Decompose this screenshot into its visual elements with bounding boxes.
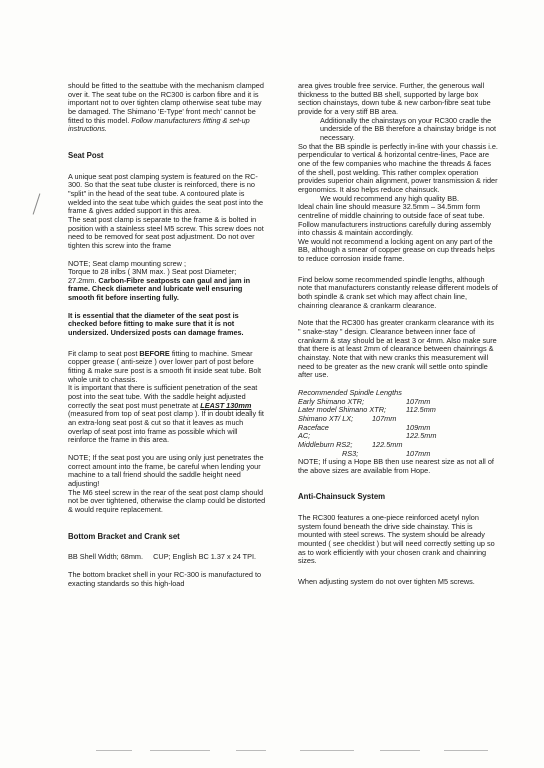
bottom-bracket-heading: Bottom Bracket and Crank set [68, 531, 180, 541]
bb-continued-paragraph: area gives trouble free service. Further, the generous wall thickness to the butted BB shell, supported by large box section chainstays, down tube & new carbon-fibre seat tube provide for a very stiff BB area. [298, 81, 491, 116]
seat-post-paragraph-1: A unique seat post clamping system is featured on the RC-300. So that the seat tube cluster is reinforced, there is no "split" in the head of the seat tube. A contoured plate is welded into the seat tube which guides the seat post into the frame & gives added support in this area. [68, 171, 264, 216]
recommend-bb: We would recommend any high quality BB. [320, 193, 459, 203]
penetration-least: LEAST 130mm [200, 400, 252, 410]
spindle-value: 122.5mm [406, 431, 437, 441]
spindle-lengths-intro: Find below some recommended spindle lengths, although note that manufacturers constantly release different models of both spindle & crank set which may affect chain line, chainring clearance & crankarm clearance. [298, 274, 498, 310]
footer-rule [300, 750, 354, 751]
torque-text: Torque to 28 inlbs ( 3NM max. ) Seat post Diameter; 27.2mm. [68, 267, 237, 285]
right-column [298, 82, 498, 587]
footer-rule [96, 750, 132, 751]
spindle-row [298, 424, 498, 433]
spindle-value: 107mm [372, 413, 397, 423]
spindle-inline-paragraph: So that the BB spindle is perfectly in-line with your chassis i.e. perpendicular to vertical & horizontal centre-lines, Pace are one of the few companies who machine the threads & faces of the shell, post welding. This rather complex operation provides superior chain alignment, power transmission & rider ergonomics. It also helps reduce chainsuck. [298, 141, 498, 194]
spindle-name: Raceface [298, 422, 329, 432]
note-clamp-screw: NOTE; Seat clamp mounting screw ; [68, 258, 187, 268]
footer-rule [444, 750, 488, 751]
hope-note: NOTE; If using a Hope BB then use nearest size as not all of the above sizes are available from Hope. [298, 457, 494, 475]
anti-chainsuck-paragraph-1: The RC300 features a one-piece reinforced acetyl nylon system found beneath the drive side chainstay. This is mounted with steel screws. The system should be already mounted ( see checklist ) but will need correctly setting up so as to work efficiently with your chosen crank and chainring sizes. [298, 513, 495, 566]
footer-rule [150, 750, 210, 751]
bb-shell-spec: BB Shell Width; 68mm. CUP; English BC 1.37 x 24 TPI. [68, 552, 257, 562]
seat-post-heading: Seat Post [68, 150, 104, 160]
anti-chainsuck-heading: Anti-Chainsuck System [298, 492, 386, 502]
spindle-name: Shimano XT/ LX; [298, 413, 354, 423]
footer-rule [236, 750, 266, 751]
penetration-text-post: (measured from top of seat post clamp ). If in doubt ideally fit an extra-long seat post & cut so that it leaves as much overlap of seat post into frame as possible which will reinforce the frame in this area. [68, 409, 264, 445]
bb-manufactured-paragraph: The bottom bracket shell in your RC-300 is manufactured to exacting standards so this high-load [68, 569, 262, 588]
carbon-warning: Carbon-Fibre seatposts can gaul and jam in frame. Check diameter and lubricate well ensuring smooth fit before inserting fully. [68, 275, 251, 303]
chainstays-paragraph: Additionally the chainstays on your RC300 cradle the underside of the BB therefore a chainstay bridge is not necessary. [320, 115, 497, 142]
fit-clamp-text-post: fitting to machine. Smear copper grease ( anti-seize ) over lower part of post before fitting & make sure post is a smooth fit inside seat tube. Bolt whole unit to chassis. [68, 348, 262, 384]
left-column [68, 82, 266, 588]
essential-warning: It is essential that the diameter of the seat post is checked before fitting to make sure that it is not undersized. Undersized posts can damage frames. [68, 310, 244, 338]
m6-screw-note: The M6 steel screw in the rear of the seat post clamp should not be over tightened, otherwise the clamp could be distorted & would require replacement. [68, 487, 266, 514]
spindle-table [298, 398, 498, 458]
intro-paragraph [68, 82, 266, 134]
fit-clamp-text-pre: Fit clamp to seat post [68, 348, 138, 358]
spindle-table-title: Recommended Spindle Lengths [298, 388, 402, 397]
spindle-row [298, 450, 498, 459]
spindle-name: AC; [298, 431, 311, 441]
seat-post-paragraph-2: The seat post clamp is separate to the frame & is bolted in position with a stainless steel M5 screw. This screw does not need to be removed for seat post adjustment. Do not over tighten this screw into the frame [68, 214, 264, 250]
spindle-value: 112.5mm [406, 405, 436, 415]
anti-chainsuck-paragraph-2: When adjusting system do not over tighten M5 screws. [298, 577, 475, 587]
spindle-name: Early Shimano XTR; [298, 396, 365, 406]
spindle-name: Later model Shimano XTR; [298, 405, 387, 415]
footer-rule [380, 750, 420, 751]
margin-pen-mark [33, 193, 41, 214]
spindle-value: 109mm [406, 422, 431, 432]
fit-clamp-before: BEFORE [139, 348, 170, 358]
locking-agent-paragraph: We would not recommend a locking agent on any part of the BB, although a smear of copper grease on cup threads helps to reduce corrosion inside frame. [298, 236, 495, 264]
snake-stay-paragraph: Note that the RC300 has greater crankarm clearance with its " snake-stay " design. Clearance between inner face of crankarm & stay should be at least 3 or 4mm. Also make sure that there is at least 2mm of clearance between chainrings & chainstay. Note that with new cranks this measurement will need to be greater as the new crank will settle onto spindle after use. [298, 318, 497, 380]
spindle-name: RS3; [342, 448, 359, 458]
penetration-text-pre: It is important that there is sufficient penetration of the seat post into the seat tube. With the saddle height adjusted correctly the seat post must penetrate at [68, 383, 258, 410]
spindle-value: 107mm [406, 396, 431, 406]
penetration-paragraph [68, 384, 266, 445]
intro-italic-text: Follow manufacturers fitting & set-up instructions. [68, 115, 250, 134]
intro-text: should be fitted to the seattube with the mechanism clamped over it. The seat tube on the RC300 is carbon fibre and it is important not to over tighten clamp otherwise seat tube may be damaged. The Shimano 'E-Type' front mech' cannot be fitted to this model. [68, 81, 264, 125]
spindle-value: 107mm [406, 448, 431, 458]
spindle-value: 122.5mm [372, 439, 403, 449]
chain-line-paragraph: Ideal chain line should measure 32.5mm – 34.5mm form centreline of middle chainring to outside face of seat tube. Follow manufacturers instructions carefully during assembly into chassis & maintain accordingly. [298, 202, 492, 238]
torque-paragraph [68, 268, 266, 303]
fit-clamp-paragraph [68, 350, 266, 385]
spindle-name: Middleburn RS2; [298, 439, 353, 449]
note-penetration: NOTE; If the seat post you are using only just penetrates the correct amount into the frame, be careful when lending your machine to a tall friend should the saddle height need adjusting! [68, 452, 264, 488]
spindle-row [298, 441, 498, 450]
